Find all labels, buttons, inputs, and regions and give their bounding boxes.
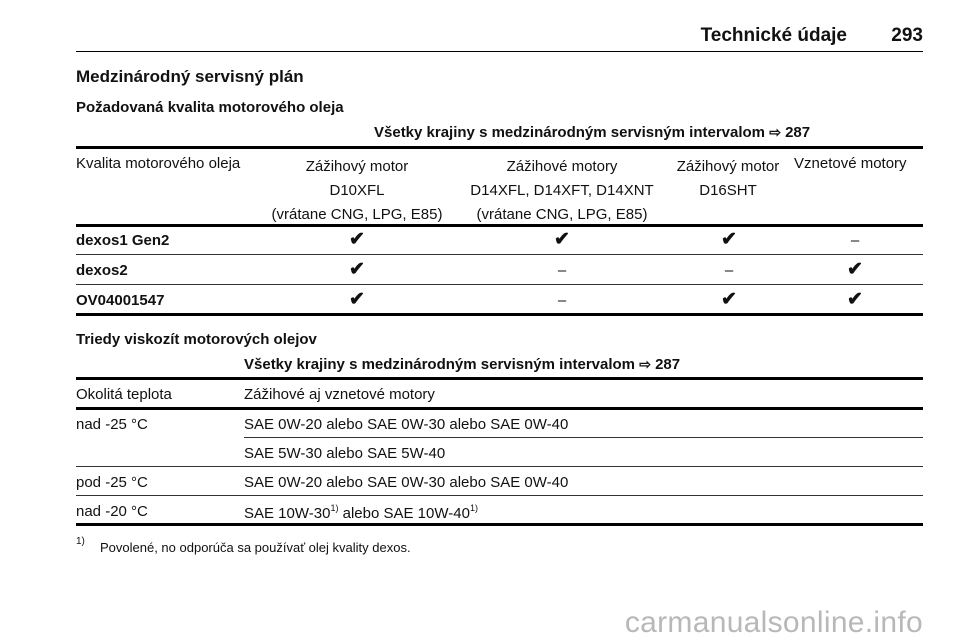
viscosity-heading: Triedy viskozít motorových olejov	[76, 331, 317, 348]
footnote-ref[interactable]: 1)	[469, 503, 478, 513]
table-row-value	[244, 503, 478, 522]
oil-quality-heading: Požadovaná kvalita motorového oleja	[76, 99, 344, 116]
column-header-line: (vrátane CNG, LPG, E85)	[476, 206, 648, 223]
dash-icon: –	[557, 262, 567, 279]
footnote-text: Povolené, no odporúča sa používať olej kvality dexos.	[100, 540, 411, 555]
dash-icon: –	[850, 232, 860, 249]
check-icon: ✔	[721, 229, 737, 250]
check-icon: ✔	[847, 289, 863, 310]
table-rule	[76, 523, 923, 526]
page-header	[76, 25, 923, 52]
viscosity-supheader	[244, 356, 680, 373]
column-header-temperature: Okolitá teplota	[76, 386, 172, 403]
column-header-line: Zážihový motor	[676, 158, 780, 175]
page-ref-arrow-icon: ⇨	[639, 356, 651, 372]
check-icon: ✔	[847, 259, 863, 280]
table-rule	[244, 437, 923, 438]
column-header-d10xfl	[262, 155, 452, 227]
section-title: Medzinárodný servisný plán	[76, 67, 304, 86]
column-header-diesel: Vznetové motory	[794, 155, 907, 172]
table-rule	[76, 146, 923, 149]
column-header-line: D14XFL, D14XFT, D14XNT	[470, 182, 654, 199]
value-text: alebo SAE 10W-40	[338, 505, 470, 522]
table-rule	[76, 407, 923, 410]
page-ref-link[interactable]: 287	[785, 124, 811, 141]
table-row-value: SAE 0W-20 alebo SAE 0W-30 alebo SAE 0W-40	[244, 474, 569, 491]
check-icon: ✔	[721, 289, 737, 310]
table-row-temp: pod -25 °C	[76, 474, 148, 491]
check-icon: ✔	[349, 259, 365, 280]
column-header-line: D16SHT	[699, 182, 757, 199]
value-text: SAE 10W-30	[244, 505, 331, 522]
table-row-value: SAE 5W-30 alebo SAE 5W-40	[244, 445, 446, 462]
page-title: Technické údaje	[700, 25, 847, 46]
page-ref-arrow-icon: ⇨	[769, 124, 781, 140]
column-header-line: D10XFL	[329, 182, 385, 199]
column-header-line: (vrátane CNG, LPG, E85)	[271, 206, 443, 223]
dash-icon: –	[724, 262, 734, 279]
check-icon: ✔	[554, 229, 570, 250]
column-header-d16sht	[670, 155, 786, 203]
table-row-temp: nad -20 °C	[76, 503, 148, 520]
check-icon: ✔	[349, 289, 365, 310]
table-rule	[76, 495, 923, 496]
table-row-label: dexos1 Gen2	[76, 232, 170, 249]
supheader-text: Všetky krajiny s medzinárodným servisným intervalom	[374, 124, 766, 141]
table-row-temp: nad -25 °C	[76, 416, 148, 433]
oil-quality-supheader	[374, 124, 810, 141]
supheader-text: Všetky krajiny s medzinárodným servisným intervalom	[244, 356, 636, 373]
column-header-line: Zážihové motory	[506, 158, 618, 175]
column-header-line: Zážihový motor	[305, 158, 409, 175]
footnote-ref[interactable]: 1)	[330, 503, 339, 513]
table-rule	[76, 377, 923, 380]
table-rule	[76, 254, 923, 255]
column-header-d14	[456, 155, 668, 227]
table-rule	[76, 466, 923, 467]
table-rule	[76, 313, 923, 316]
column-header-engines: Zážihové aj vznetové motory	[244, 386, 435, 403]
page-ref-link[interactable]: 287	[655, 356, 681, 373]
page-number: 293	[891, 25, 923, 46]
table-rule	[76, 284, 923, 285]
table-row-value: SAE 0W-20 alebo SAE 0W-30 alebo SAE 0W-40	[244, 416, 569, 433]
dash-icon: –	[557, 292, 567, 309]
check-icon: ✔	[349, 229, 365, 250]
footnote-mark: 1)	[76, 536, 85, 547]
watermark: carmanualsonline.info	[624, 606, 923, 639]
column-header-oil-quality: Kvalita motorového oleja	[76, 155, 241, 172]
table-row-label: dexos2	[76, 262, 128, 279]
table-rule	[76, 224, 923, 227]
table-row-label: OV04001547	[76, 292, 165, 309]
